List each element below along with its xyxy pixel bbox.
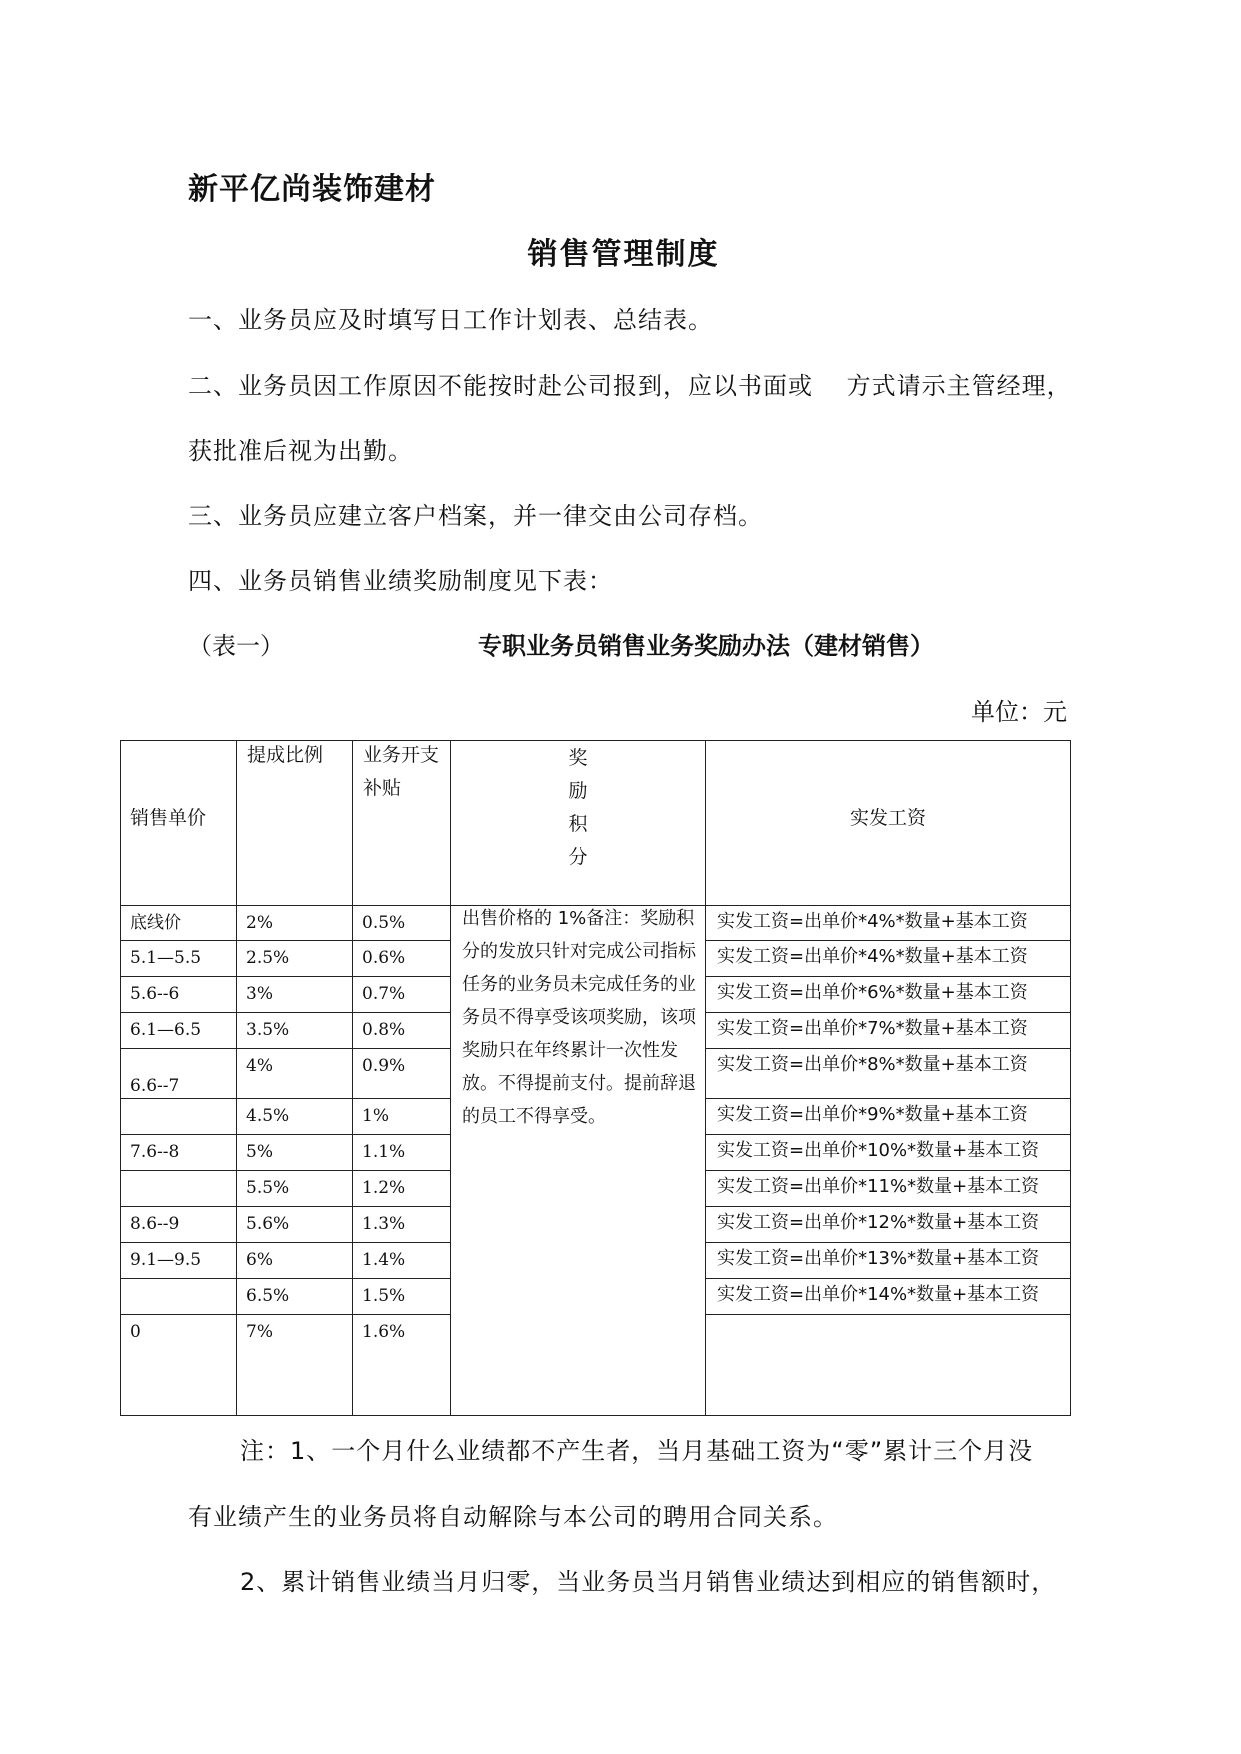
row-subsidy: 0.6%	[362, 948, 406, 968]
paragraph-1: 一、业务员应及时填写日工作计划表、总结表。	[188, 306, 713, 334]
row-salary: 实发工资=出单价*6%*数量+基本工资	[717, 982, 1028, 1003]
table-row-divider	[120, 1278, 451, 1279]
row-ratio: 7%	[246, 1322, 273, 1342]
table-row-divider	[120, 1242, 451, 1243]
header-ratio: 提成比例	[247, 744, 324, 766]
table-row-divider	[120, 1012, 451, 1013]
paragraph-2-cont: 获批准后视为出勤。	[188, 437, 413, 465]
table-border-bottom	[120, 1415, 1071, 1416]
paragraph-4: 四、业务员销售业绩奖励制度见下表：	[188, 567, 613, 595]
row-salary: 实发工资=出单价*12%*数量+基本工资	[717, 1212, 1040, 1233]
row-price: 9.1—9.5	[130, 1250, 202, 1270]
row-ratio: 5.5%	[246, 1178, 290, 1198]
table-row-divider	[120, 1098, 451, 1099]
row-salary: 实发工资=出单价*11%*数量+基本工资	[717, 1176, 1040, 1197]
table-row-divider	[120, 976, 451, 977]
paragraph-2: 二、业务员因工作原因不能按时赴公司报到，应以书面或 方式请示主管经理，	[188, 372, 1072, 400]
row-ratio: 3%	[246, 984, 273, 1004]
row-ratio: 5.6%	[246, 1214, 290, 1234]
table-unit: 单位：元	[971, 698, 1067, 726]
paragraph-3: 三、业务员应建立客户档案，并一律交由公司存档。	[188, 502, 763, 530]
row-ratio: 3.5%	[246, 1020, 290, 1040]
row-price: 8.6--9	[130, 1214, 180, 1234]
table-border-top	[120, 740, 1071, 741]
row-price: 5.6--6	[130, 984, 180, 1004]
note-2: 2、累计销售业绩当月归零，当业务员当月销售业绩达到相应的销售额时，	[240, 1568, 1057, 1596]
table-row-divider	[705, 1098, 1071, 1099]
row-ratio: 4%	[246, 1056, 273, 1076]
header-points-char: 积	[568, 813, 588, 835]
row-price: 6.1—6.5	[130, 1020, 202, 1040]
table-row-divider	[705, 1012, 1071, 1013]
row-salary: 实发工资=出单价*4%*数量+基本工资	[717, 946, 1028, 967]
table-row-divider	[120, 1314, 451, 1315]
header-price: 销售单价	[130, 807, 207, 829]
table-label: （表一）	[188, 632, 284, 660]
row-salary: 实发工资=出单价*14%*数量+基本工资	[717, 1284, 1040, 1305]
row-price: 7.6--8	[130, 1142, 180, 1162]
table-row-divider	[705, 1206, 1071, 1207]
table-row-divider	[120, 940, 451, 941]
header-subsidy: 业务开支	[363, 744, 440, 766]
row-subsidy: 0.7%	[362, 984, 406, 1004]
table-row-divider	[120, 1170, 451, 1171]
table-row-divider	[705, 940, 1071, 941]
row-ratio: 6%	[246, 1250, 273, 1270]
note-1-cont: 有业绩产生的业务员将自动解除与本公司的聘用合同关系。	[188, 1503, 838, 1531]
row-price: 底线价	[130, 913, 181, 933]
row-salary: 实发工资=出单价*8%*数量+基本工资	[717, 1054, 1028, 1075]
row-subsidy: 1.6%	[362, 1322, 406, 1342]
header-points-char: 奖	[568, 747, 588, 769]
reward-points-remark: 出售价格的 1%备注：奖励积分的发放只针对完成公司指标任务的业务员未完成任务的业务员不得享受该项奖励，该项奖励只在年终累计一次性发放。不得提前支付。提前辞退的员工不得享受。	[462, 908, 696, 1127]
company-name: 新平亿尚装饰建材	[188, 172, 436, 207]
table-row-divider	[705, 1048, 1071, 1049]
table-row-divider	[705, 1314, 1071, 1315]
table-row-divider	[705, 1278, 1071, 1279]
row-ratio: 2.5%	[246, 948, 290, 968]
row-salary: 实发工资=出单价*9%*数量+基本工资	[717, 1104, 1028, 1125]
header-subsidy-cont: 补贴	[363, 777, 402, 799]
row-subsidy: 0.5%	[362, 913, 406, 933]
header-points-char: 励	[568, 780, 588, 802]
row-price: 5.1—5.5	[130, 948, 202, 968]
row-ratio: 5%	[246, 1142, 273, 1162]
note-1: 注：1、一个月什么业绩都不产生者，当月基础工资为“零”累计三个月没	[240, 1437, 1034, 1465]
table-row-divider	[705, 1134, 1071, 1135]
row-ratio: 6.5%	[246, 1286, 290, 1306]
row-salary: 实发工资=出单价*7%*数量+基本工资	[717, 1018, 1028, 1039]
row-price: 6.6--7	[130, 1076, 180, 1096]
header-salary: 实发工资	[849, 807, 926, 829]
table-row-divider	[120, 1134, 451, 1135]
row-subsidy: 1.2%	[362, 1178, 406, 1198]
row-ratio: 2%	[246, 913, 273, 933]
row-ratio: 4.5%	[246, 1106, 290, 1126]
row-subsidy: 0.9%	[362, 1056, 406, 1076]
row-subsidy: 1.4%	[362, 1250, 406, 1270]
row-salary: 实发工资=出单价*4%*数量+基本工资	[717, 911, 1028, 932]
row-subsidy: 1.5%	[362, 1286, 406, 1306]
table-row-divider	[120, 1048, 451, 1049]
row-subsidy: 1.1%	[362, 1142, 406, 1162]
table-row-divider	[120, 905, 1071, 906]
row-salary: 实发工资=出单价*13%*数量+基本工资	[717, 1248, 1040, 1269]
reward-table	[120, 740, 1071, 1415]
table-row-divider	[705, 976, 1071, 977]
table-row-divider	[705, 1170, 1071, 1171]
row-subsidy: 0.8%	[362, 1020, 406, 1040]
row-salary: 实发工资=出单价*10%*数量+基本工资	[717, 1140, 1040, 1161]
header-points-char: 分	[568, 846, 588, 868]
row-subsidy: 1.3%	[362, 1214, 406, 1234]
table-row-divider	[120, 1206, 451, 1207]
row-price: 0	[130, 1322, 141, 1342]
table-row-divider	[705, 1242, 1071, 1243]
row-subsidy: 1%	[362, 1106, 389, 1126]
document-title: 销售管理制度	[527, 237, 720, 272]
header-points	[456, 742, 700, 874]
table-title: 专职业务员销售业务奖励办法（建材销售）	[478, 632, 934, 660]
